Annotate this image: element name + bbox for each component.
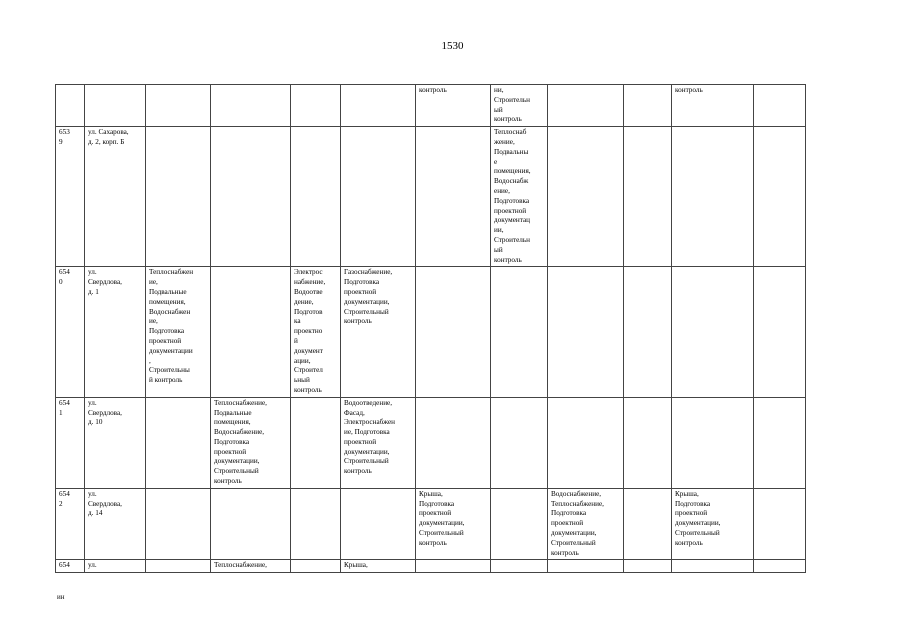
works-cell: Теплоснабжение, Подвальные помещения, Водоснабжение, Подготовка проектной документации, Строительный контроль <box>211 397 291 488</box>
table-row <box>56 560 806 573</box>
works-cell: Крыша, Подготовка проектной документации, Строительный контроль <box>416 488 491 560</box>
works-cell <box>672 267 754 397</box>
works-cell: контроль <box>416 85 491 127</box>
works-cell <box>416 397 491 488</box>
works-cell <box>146 560 211 573</box>
works-cell <box>754 397 806 488</box>
address-cell: ул. <box>85 560 146 573</box>
works-cell <box>291 85 341 127</box>
works-cell <box>491 397 548 488</box>
works-cell: Теплоснабжен ие, Подвальные помещения, Водоснабжен ие, Подготовка проектной документации , Строительны й контроль <box>146 267 211 397</box>
works-cell <box>146 127 211 267</box>
works-cell <box>672 560 754 573</box>
works-cell <box>146 488 211 560</box>
works-cell <box>548 397 624 488</box>
address-cell: ул. Сахарова, д. 2, корп. Б <box>85 127 146 267</box>
table-row <box>56 267 806 397</box>
works-cell: ни, Строительн ый контроль <box>491 85 548 127</box>
row-number-cell: 654 <box>56 560 85 573</box>
works-cell <box>624 488 672 560</box>
works-cell <box>291 560 341 573</box>
works-cell <box>146 397 211 488</box>
works-cell <box>416 560 491 573</box>
works-cell <box>624 267 672 397</box>
works-cell: Крыша, Подготовка проектной документации, Строительный контроль <box>672 488 754 560</box>
works-cell <box>416 267 491 397</box>
works-cell <box>548 127 624 267</box>
works-cell <box>341 85 416 127</box>
works-cell <box>624 85 672 127</box>
works-cell <box>211 127 291 267</box>
address-cell: ул. Свердлова, д. 14 <box>85 488 146 560</box>
works-cell <box>624 560 672 573</box>
works-cell <box>672 397 754 488</box>
row-number-cell: 654 2 <box>56 488 85 560</box>
works-cell <box>146 85 211 127</box>
works-cell <box>548 560 624 573</box>
works-cell: Теплоснабжение, <box>211 560 291 573</box>
works-cell <box>672 127 754 267</box>
works-cell <box>341 488 416 560</box>
address-cell: ул. Свердлова, д. 10 <box>85 397 146 488</box>
works-cell <box>211 488 291 560</box>
works-cell <box>548 267 624 397</box>
row-number-cell: 653 9 <box>56 127 85 267</box>
works-cell <box>211 85 291 127</box>
works-cell: Теплоснаб жение, Подвальны е помещения, Водоснабж ение, Подготовка проектной документац ии, Строительн ый контроль <box>491 127 548 267</box>
works-cell <box>291 127 341 267</box>
works-cell <box>491 267 548 397</box>
works-cell <box>754 127 806 267</box>
works-cell <box>491 488 548 560</box>
table-row <box>56 127 806 267</box>
works-cell: контроль <box>672 85 754 127</box>
works-cell <box>416 127 491 267</box>
row-number-cell: 654 0 <box>56 267 85 397</box>
works-cell <box>291 397 341 488</box>
repair-schedule-table <box>55 84 806 573</box>
table-row <box>56 85 806 127</box>
works-cell <box>624 127 672 267</box>
works-cell <box>491 560 548 573</box>
table-row <box>56 397 806 488</box>
works-cell <box>754 560 806 573</box>
page-number: 1530 <box>441 40 464 52</box>
works-cell <box>341 127 416 267</box>
address-cell: ул. Свердлова, д. 1 <box>85 267 146 397</box>
works-cell <box>291 488 341 560</box>
works-cell <box>754 85 806 127</box>
works-cell: Газоснабжение, Подготовка проектной документации, Строительный контроль <box>341 267 416 397</box>
table-row <box>56 488 806 560</box>
works-cell: Электрос набжение, Водоотве дение, Подготов ка проектно й документ ации, Строител ьный контроль <box>291 267 341 397</box>
works-cell <box>754 488 806 560</box>
row-number-cell: 654 1 <box>56 397 85 488</box>
works-cell: Крыша, <box>341 560 416 573</box>
works-cell <box>624 397 672 488</box>
works-cell <box>754 267 806 397</box>
row-number-cell <box>56 85 85 127</box>
footer-mark: ин <box>57 593 65 601</box>
works-cell <box>211 267 291 397</box>
address-cell <box>85 85 146 127</box>
works-cell: Водоснабжение, Теплоснабжение, Подготовка проектной документации, Строительный контроль <box>548 488 624 560</box>
works-cell: Водоотведение, Фасад, Электроснабжен ие, Подготовка проектной документации, Строительный контроль <box>341 397 416 488</box>
works-cell <box>548 85 624 127</box>
